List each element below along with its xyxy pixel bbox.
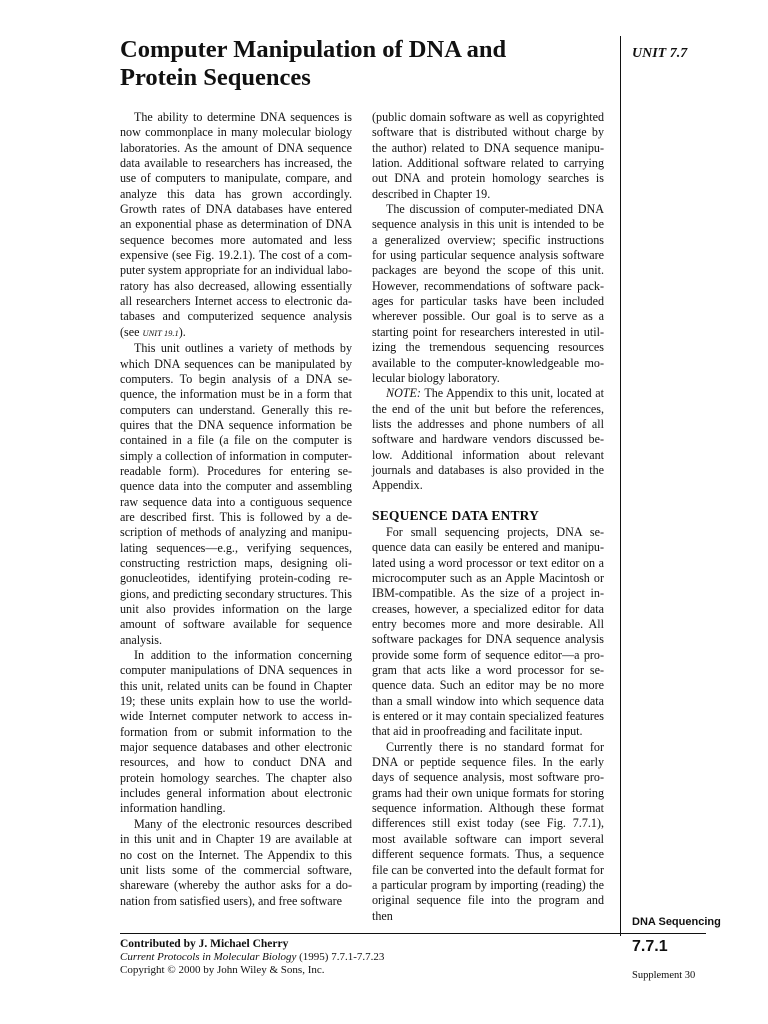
- paragraph-text: The ability to determine DNA sequences is now commonplace in many molecular biology laboratories. As the amount of DNA sequence data available to researchers has increased, the use of computers to manipulate, compare, and analyze this data has grown accordingly. Growth rates of DNA databases have entered an exponential phase as determination of DNA sequence becomes more automated and less expensive (see Fig. 19.2.1). The cost of a computer system appropriate for an individual laboratory has also decreased, allowing essentially all researchers Internet access to electronic databases and computerized sequence analysis (see: [120, 110, 352, 339]
- copyright: Copyright © 2000 by John Wiley & Sons, Inc.: [120, 964, 325, 976]
- supplement-label: Supplement 30: [632, 970, 696, 981]
- sidebar-rule: [620, 933, 706, 934]
- paragraph: Many of the electronic resources described in this unit and in Chapter 19 are available at no cost on the Internet. The Appendix to this unit lists some of the commercial software, shareware (whereby the author asks for a donation from satisfied users), and free software: [120, 816, 352, 908]
- contributor: Contributed by J. Michael Cherry: [120, 938, 289, 950]
- citation: [120, 951, 384, 964]
- paragraph: In addition to the information concerning computer manipulations of DNA sequences in this unit, related units can be found in Chapter 19; these units explain how to use the world-wide Internet computer network to access information from or submit information to the major sequence databases and other electronic resources, and how to conduct DNA and protein homology searches. The chapter also includes general information about electronic information handling.: [120, 648, 352, 816]
- footer-rule: [120, 933, 620, 934]
- vertical-rule: [620, 36, 621, 936]
- paragraph: [372, 386, 604, 493]
- paragraph-text: ).: [178, 324, 186, 339]
- right-column: [372, 110, 604, 924]
- footer: [120, 938, 384, 977]
- page-title: Computer Manipulation of DNA and Protein Sequences: [120, 36, 507, 91]
- unit-reference: UNIT 19.1: [142, 327, 179, 338]
- paragraph: For small sequencing projects, DNA sequence data can easily be entered and manipulated using a word processor or text editor on a microcomputer such as an Apple Macintosh or IBM-compatible. As the size of a project increases, however, a specialized editor for data entry becomes more and more desirable. All software packages for DNA sequence analysis provide some form of sequence editor—a program that acts like a word processor for sequence data. Such an editor may be no more than a small window into which sequence data is entered or it may contain specialized features that aid in proofreading and facilitate input.: [372, 524, 604, 739]
- section-heading: SEQUENCE DATA ENTRY: [372, 507, 540, 523]
- paragraph: The discussion of computer-mediated DNA sequence analysis in this unit is intended to be a generalized overview; specific instructions for using particular sequence analysis software packages are beyond the scope of this unit. However, recommendations of software packages for particular tasks have been included wherever possible. Our goal is to serve as a starting point for researchers interested in utilizing the tremendous sequencing resources available to the computer-knowledgeable molecular biology laboratory.: [372, 202, 604, 385]
- note-label: NOTE:: [386, 386, 421, 401]
- left-column: [120, 110, 352, 909]
- unit-label: UNIT 7.7: [632, 46, 688, 61]
- paragraph: Currently there is no standard format for DNA or peptide sequence files. In the early days of sequence analysis, most software programs had their own unique formats for storing sequence information. Although these format differences still exist today (see Fig. 7.7.1), most available software can import several different sequence formats. Thus, a sequence file can be converted into the default format for a particular program by importing (reading) the original sequence file into the program and then: [372, 739, 604, 923]
- page-number: 7.7.1: [632, 938, 668, 955]
- paragraph: (public domain software as well as copyrighted software that is distributed without charge by the author) related to DNA sequence manipulation. Additional software related to carrying out DNA and protein homology searches is described in Chapter 19.: [372, 110, 604, 201]
- paragraph-text: The Appendix to this unit, located at the end of the unit but before the references, lists the addresses and phone numbers of all software and hardware vendors discussed below. Additional information about relevant journals and databases is also provided in the Appendix.: [372, 386, 604, 493]
- paragraph: This unit outlines a variety of methods by which DNA sequences can be manipulated by computers. To begin analysis of a DNA sequence, the information must be in a form that computers can understand. Generally this requires that the DNA sequence information be contained in a file (a file on the computer is simply a collection of information in computer-readable form). Procedures for entering sequence data into the computer and assembling raw sequence data into a contiguous sequence are described first. This is followed by a description of methods of analyzing and manipulating sequences—e.g., verifying sequences, constructing restriction maps, designing oligonucleotides, identifying protein-coding regions, and predicting secondary structures. This unit also provides information on the large amount of software available for sequence analysis.: [120, 341, 352, 647]
- journal-name: Current Protocols in Molecular Biology: [120, 951, 297, 963]
- section-label: DNA Sequencing: [632, 916, 721, 928]
- citation-pages: (1995) 7.7.1-7.7.23: [296, 951, 385, 963]
- paragraph: [120, 110, 352, 341]
